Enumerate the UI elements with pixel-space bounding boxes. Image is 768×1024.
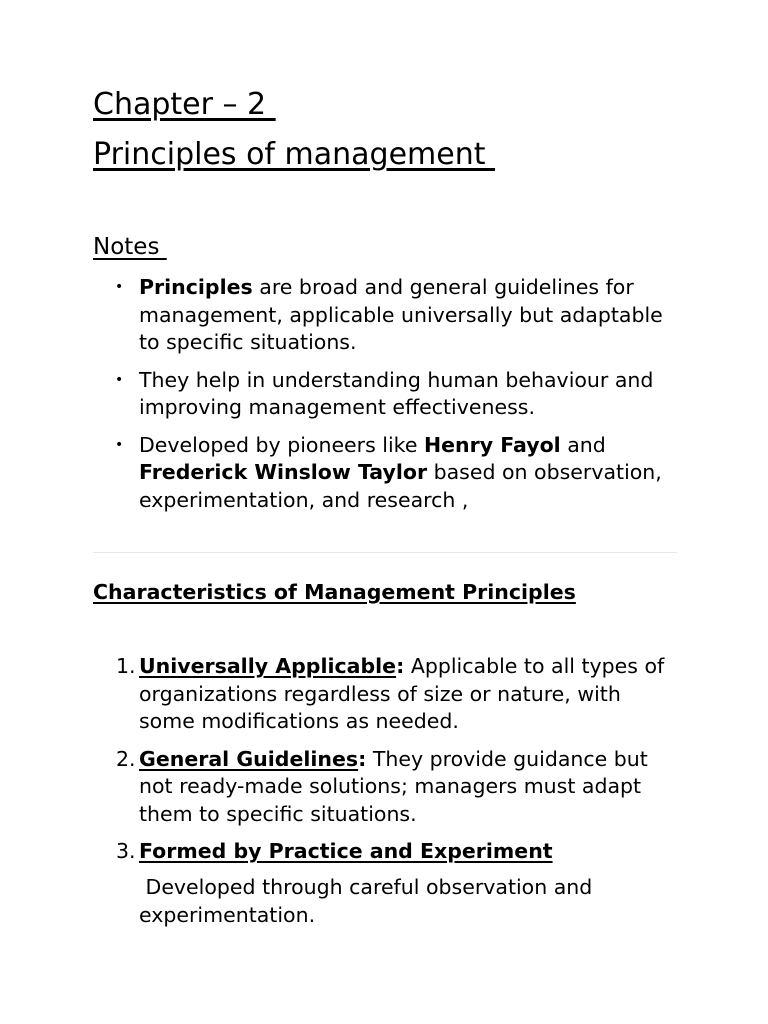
list-item [93, 432, 683, 515]
chapter-title: Chapter – 2 [93, 87, 276, 122]
page-title: Principles of management [93, 137, 496, 172]
list-item [93, 838, 683, 866]
characteristic-description: Developed through careful observation and experimentation. [139, 875, 599, 927]
list-item [93, 367, 683, 422]
list-item [93, 746, 683, 829]
notes-heading: Notes [93, 234, 167, 260]
list-item-text: based on observation, experimentation, and research , [139, 460, 662, 512]
characteristic-term: Universally Applicable [139, 654, 397, 678]
notes-list [93, 274, 683, 524]
list-number: 2. [116, 746, 136, 771]
list-number: 3. [116, 839, 136, 863]
list-item-text: are broad and general guidelines for management, applicable universally but adaptable to specific situations. [139, 275, 663, 354]
characteristic-term: General Guidelines [139, 746, 359, 771]
list-item-text: They help in understanding human behaviour and improving management effectiveness. [139, 367, 654, 419]
bullet-icon: • [115, 436, 124, 453]
bullet-icon: • [115, 371, 124, 388]
characteristic-description: They provide guidance but not ready-made solutions; managers must adapt them to specific situations. [139, 746, 648, 826]
characteristic-description: Applicable to all types of organizations regardless of size or nature, with some modifications as needed. [139, 654, 665, 733]
section-heading: Characteristics of Management Principles [93, 580, 576, 604]
term-colon: : [396, 654, 405, 678]
list-item [93, 274, 683, 357]
pioneer-name: Henry Fayol [423, 432, 561, 457]
bold-term: Principles [139, 275, 253, 299]
pioneer-name: Frederick Winslow Taylor [139, 460, 428, 484]
characteristic-term: Formed by Practice and Experiment [139, 839, 553, 863]
list-item [93, 653, 683, 736]
list-item-text: and [560, 432, 606, 457]
list-item-text: Developed by pioneers like [139, 432, 424, 457]
bullet-icon: • [115, 279, 124, 295]
term-colon: : [358, 746, 367, 771]
section-divider [93, 552, 677, 553]
characteristics-list [93, 653, 683, 876]
list-number: 1. [116, 654, 136, 678]
